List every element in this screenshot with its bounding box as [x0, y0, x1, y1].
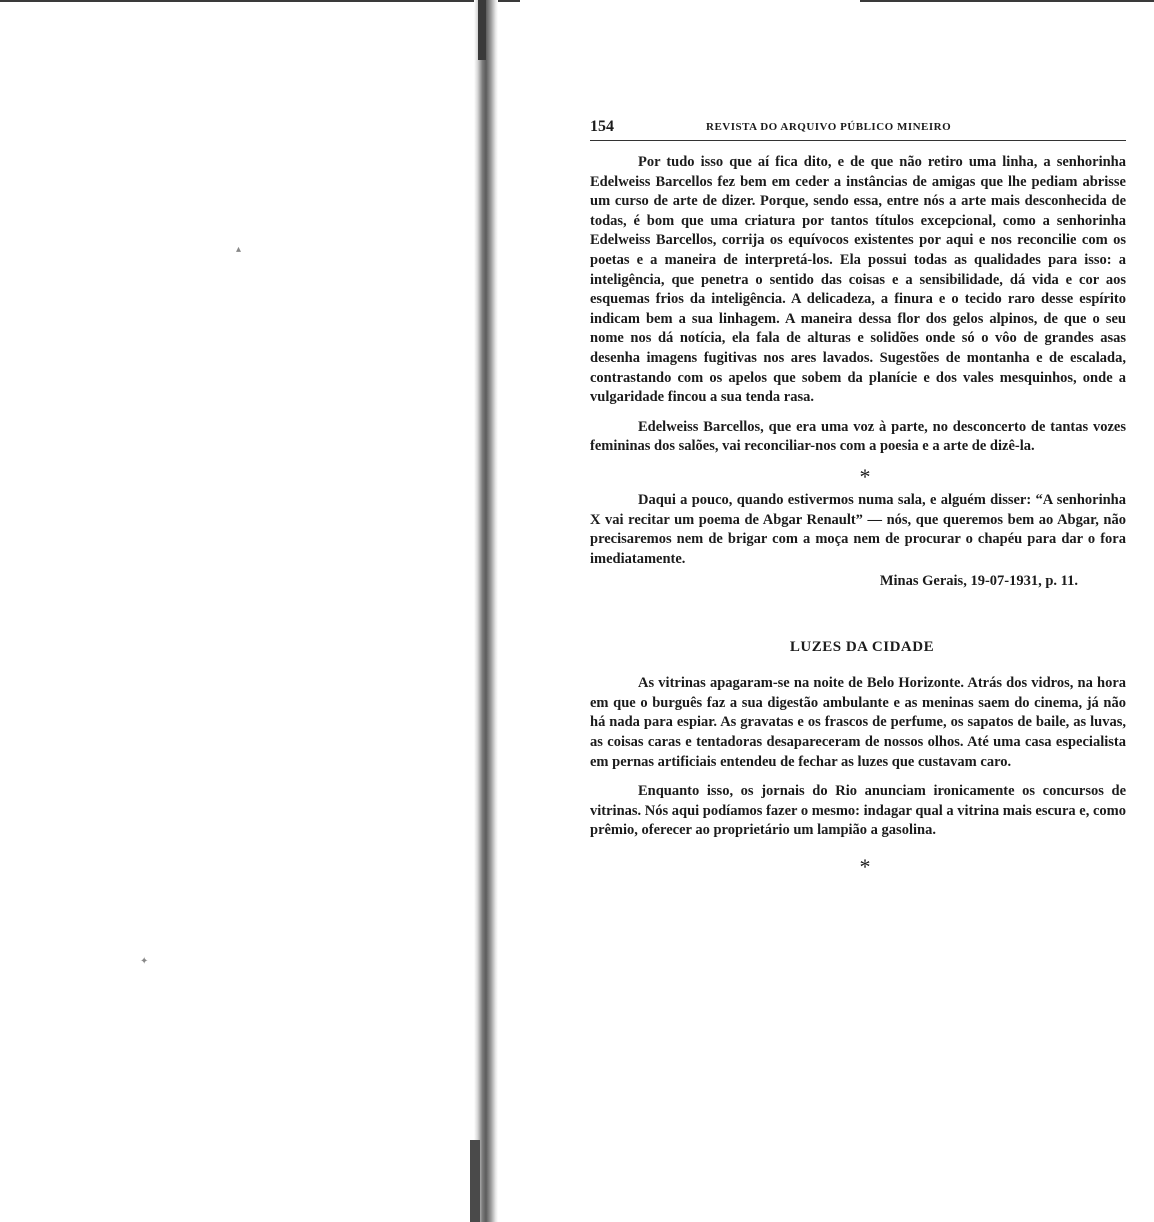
- asterisk-separator-end: *: [859, 854, 871, 880]
- scan-speck: ▴: [236, 244, 242, 255]
- page-number: 154: [590, 118, 614, 135]
- gutter-dark-bottom: [470, 1140, 480, 1222]
- article2-paragraph-1: As vitrinas apagaram-se na noite de Belo Horizonte. Atrás dos vidros, na hora em que o burguês faz a sua digestão ambulante e as meninas saem do cinema, já não há nada para espiar. As gravatas e os frascos de perfume, os sapatos de baile, as luvas, as coisas caras e tentadoras desapareceram de nossos olhos. Até uma casa especialista em pernas artificiais entendeu de fechar as luzes que custavam caro.: [590, 675, 1126, 770]
- article1-paragraph-3: Daqui a pouco, quando estivermos numa sala, e alguém disser: “A senhorinha X vai recitar um poema de Abgar Renault” — nós, que queremos bem ao Abgar, não precisaremos nem de brigar com a moça nem de procurar o chapéu para dar o fora imediatamente.: [590, 491, 1126, 567]
- page-header: [590, 118, 1126, 141]
- article1-paragraph-2: Edelweiss Barcellos, que era uma voz à parte, no desconcerto de tantas vozes femininas dos salões, vai reconciliar-nos com a poesia e a arte de dizê-la.: [590, 418, 1126, 455]
- scan-top-edge-left: [0, 0, 520, 2]
- article2-paragraph-2: Enquanto isso, os jornais do Rio anunciam ironicamente os concursos de vitrinas. Nós aqui podíamos fazer o mesmo: indagar qual a vitrina mais escura e, como prêmio, oferecer ao proprietário um lampião a gasolina.: [590, 783, 1126, 839]
- scan-top-edge-right: [860, 0, 1154, 2]
- running-title: REVISTA DO ARQUIVO PÚBLICO MINEIRO: [706, 121, 952, 133]
- scan-speck: ✦: [140, 956, 149, 967]
- right-page: [590, 118, 1126, 881]
- book-gutter-shadow: [474, 0, 498, 1222]
- gutter-dark-top: [478, 0, 486, 60]
- article1-paragraph-1: Por tudo isso que aí fica dito, e de que não retiro uma linha, a senhorinha Edelweiss Barcellos fez bem em ceder a instâncias de amigas que lhe pediam abrisse um curso de arte de dizer. Porque, sendo essa, entre nós a arte mais desconhecida de todas, é bom que uma criatura por tantos títulos excepcional, como a senhorinha Edelweiss Barcellos, corrija os equívocos existentes por aqui e nos reconcilie com os poetas e a maneira de interpretá-los. Ela possui todas as qualidades para isso: a inteligência, que penetra o sentido das coisas e a sensibilidade, dá vida e cor aos esquemas frios da inteligência. A delicadeza, a finura e o tecido raro desse espírito indicam bem a sua linhagem. A maneira dessa flor dos gelos alpinos, de que o seu nome nos dá notícia, ela fala de alturas e solidões onde só o vôo de grandes asas desenha imagens fugitivas nos ares lavados. Sugestões de montanha e de escalada, contrastando com os apelos que sobem da planície e dos vales mesquinhos, onde a vulgaridade fincou a sua tenda rasa.: [590, 154, 1126, 406]
- asterisk-separator: *: [859, 463, 871, 489]
- article2-title: LUZES DA CIDADE: [789, 639, 935, 656]
- article1-citation: Minas Gerais, 19-07-1931, p. 11.: [879, 573, 1078, 590]
